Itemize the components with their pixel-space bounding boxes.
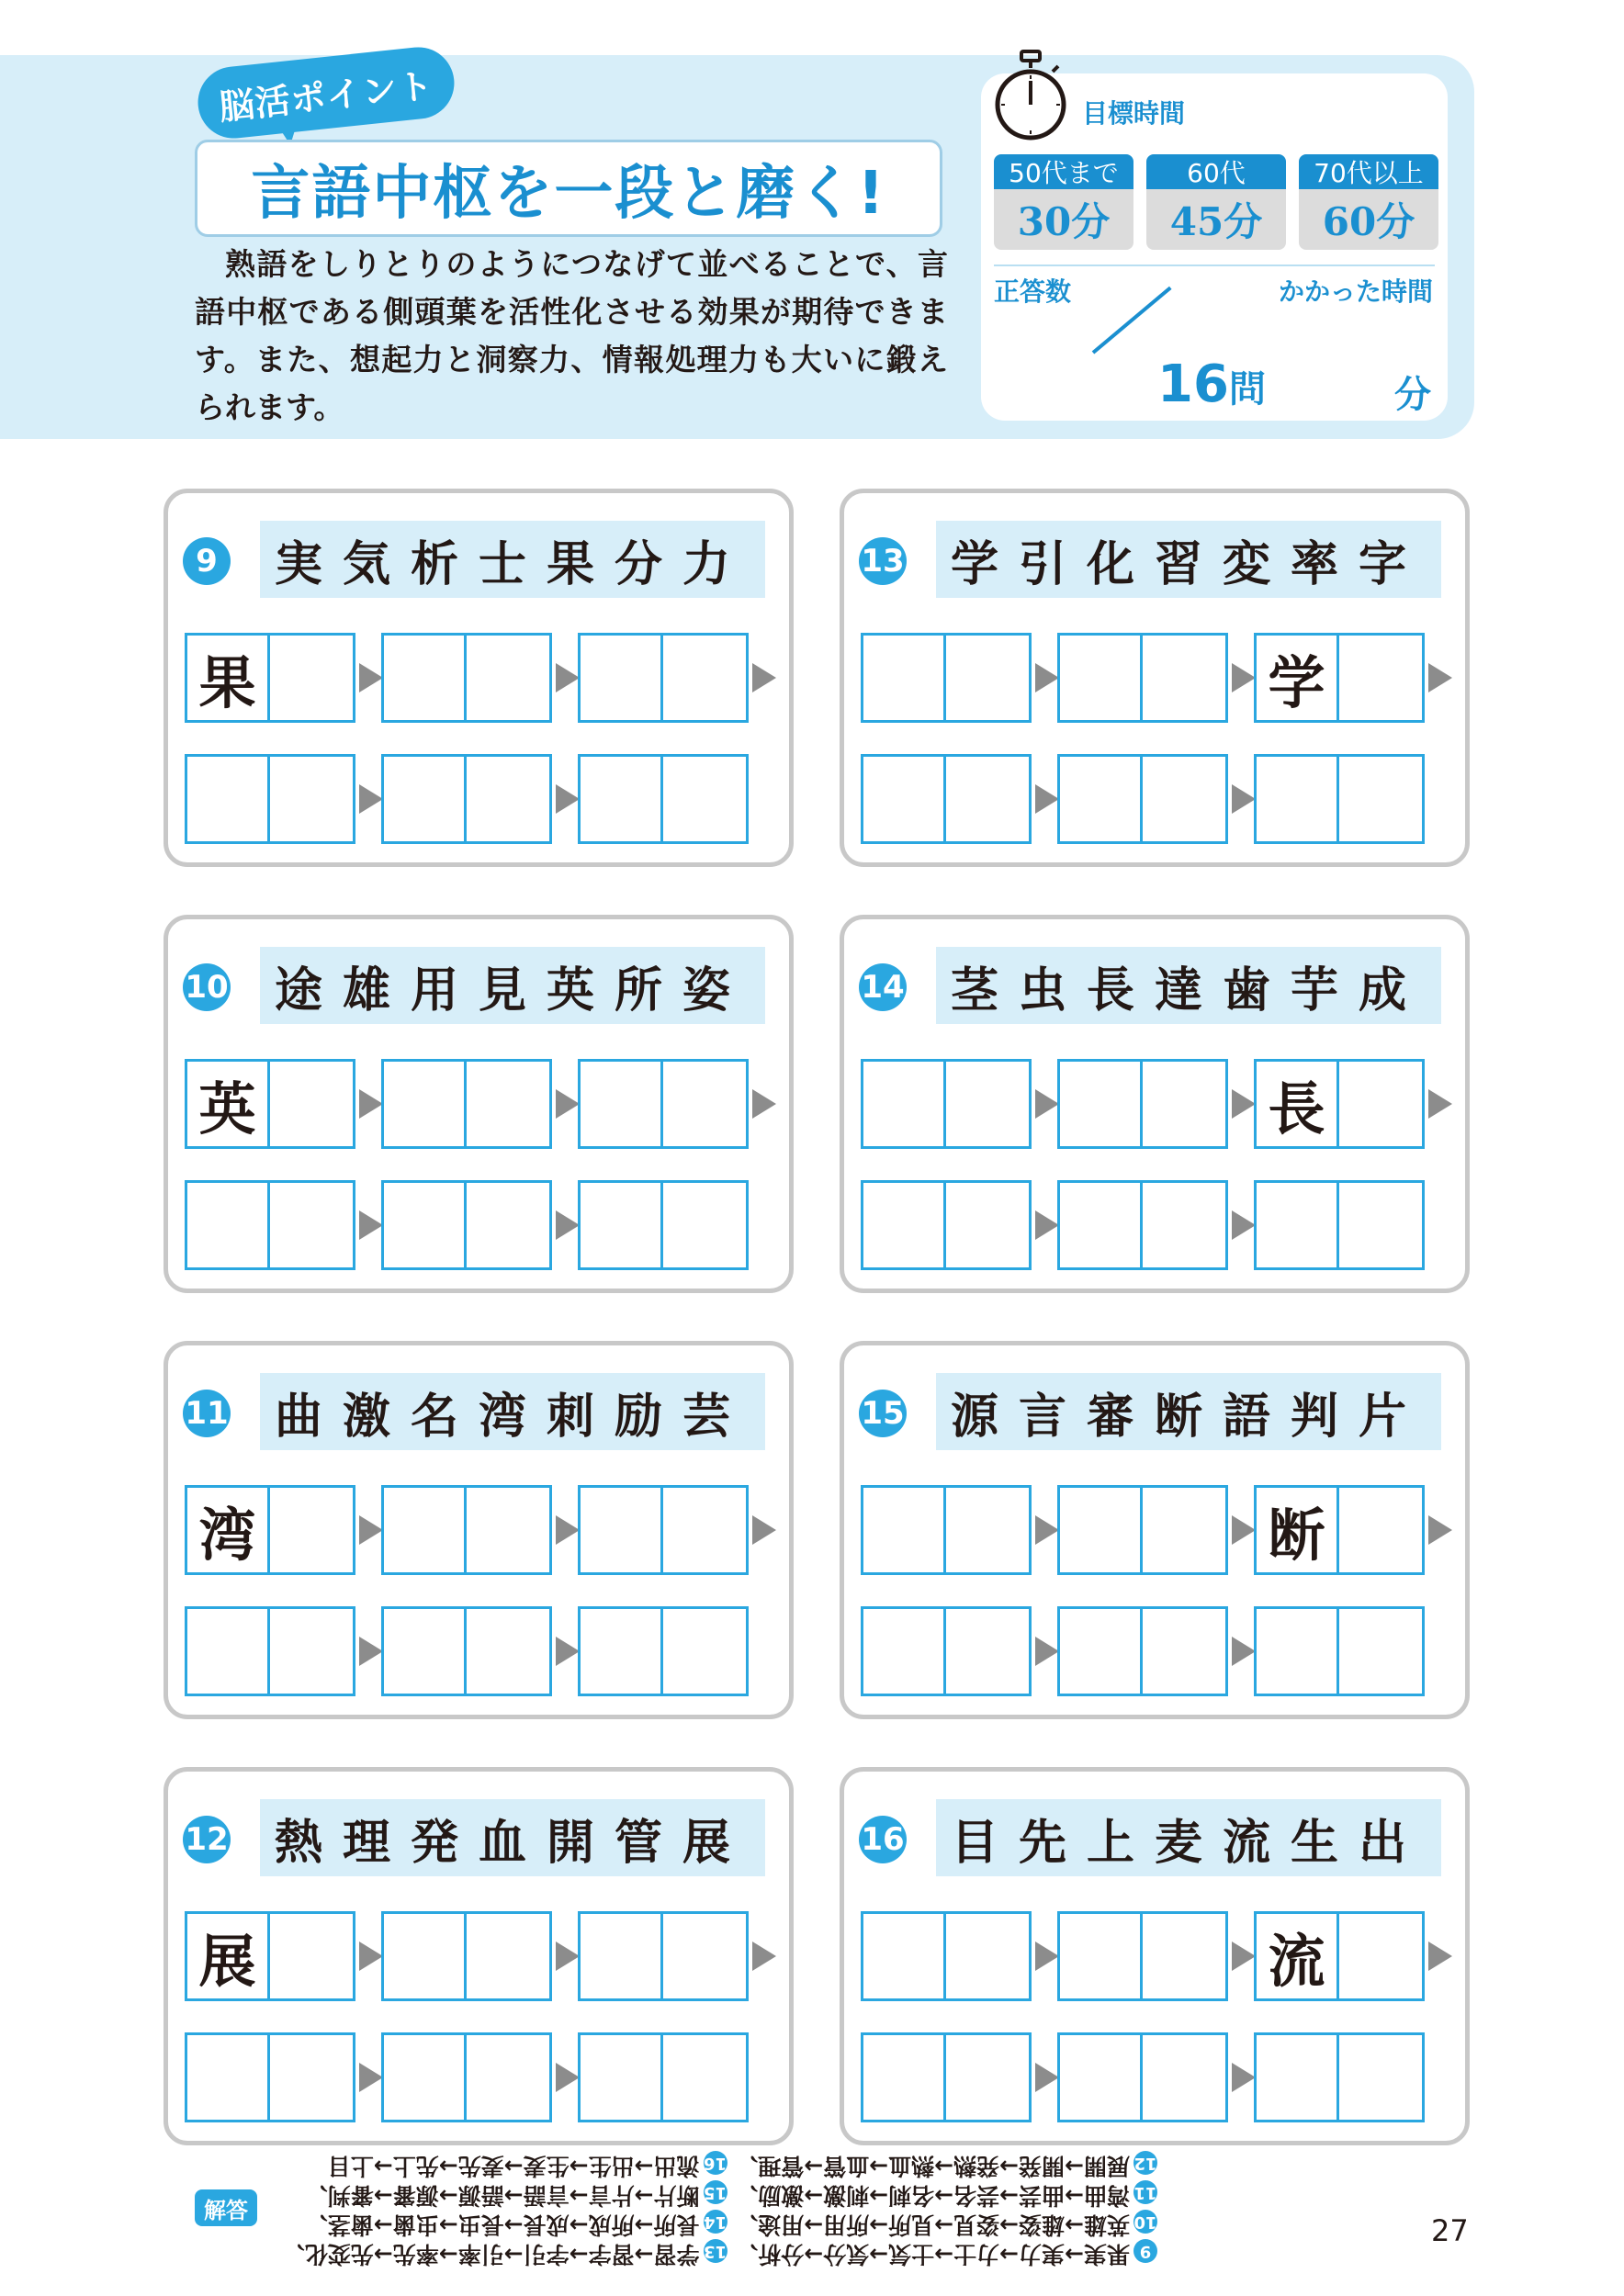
arrow-right-icon: [1035, 1515, 1059, 1545]
puzzle-characters: 源言審断語判片: [936, 1373, 1441, 1450]
answer-cell[interactable]: [861, 1606, 946, 1696]
arrow-right-icon: [1232, 2063, 1256, 2092]
puzzle-number: 10: [183, 963, 231, 1011]
answer-cell[interactable]: [185, 2032, 270, 2122]
answer-pair: [1057, 633, 1228, 723]
answer-pair: [185, 1911, 355, 2001]
answer-pair: [185, 754, 355, 844]
answer-pair: [185, 633, 355, 723]
answer-cell[interactable]: [185, 754, 270, 844]
answer-cell[interactable]: [381, 1180, 467, 1270]
answer-pair: [185, 2032, 355, 2122]
answer-cell[interactable]: [861, 1485, 946, 1575]
answer-number: 15: [704, 2180, 727, 2204]
answer-pair: [185, 1606, 355, 1696]
answer-cell[interactable]: [467, 633, 552, 723]
answer-cell[interactable]: [578, 1911, 663, 2001]
puzzle-15: [840, 1341, 1470, 1719]
answer-number: 16: [704, 2151, 727, 2175]
answer-cell[interactable]: [1057, 1180, 1143, 1270]
puzzle-number: 14: [859, 963, 907, 1011]
answer-cell[interactable]: [1143, 633, 1228, 723]
answer-cell[interactable]: [663, 1485, 749, 1575]
answer-text: 断片→片言→言語→語源→源審→審判、: [304, 2182, 700, 2209]
arrow-right-icon: [1035, 784, 1059, 814]
arrow-right-icon: [1035, 1941, 1059, 1971]
answer-cell[interactable]: [270, 1180, 355, 1270]
answer-cell[interactable]: [861, 1059, 946, 1149]
answer-pair: [578, 1485, 749, 1575]
answer-cell[interactable]: [185, 1606, 270, 1696]
total-unit: 問: [1228, 368, 1266, 411]
answer-pair: [1057, 1606, 1228, 1696]
answer-cell[interactable]: 湾: [185, 1485, 270, 1575]
answer-cell[interactable]: [381, 1059, 467, 1149]
puzzle-number: 12: [183, 1816, 231, 1863]
answer-cell[interactable]: [663, 1059, 749, 1149]
answer-cell[interactable]: [946, 1911, 1032, 2001]
answer-cell[interactable]: [1057, 2032, 1143, 2122]
answer-cell[interactable]: [1254, 1180, 1339, 1270]
answer-pair: [861, 1911, 1032, 2001]
answer-text: 英雄→雄姿→姿見→見所→所用→用途、: [735, 2212, 1130, 2238]
answer-cell[interactable]: [1143, 754, 1228, 844]
answer-cell[interactable]: [1143, 1180, 1228, 1270]
arrow-right-icon: [556, 1515, 580, 1545]
answer-cell[interactable]: [1143, 1485, 1228, 1575]
answer-pair: [578, 1606, 749, 1696]
puzzle-characters: 実気析士果分力: [260, 521, 765, 598]
answer-cell[interactable]: [467, 1180, 552, 1270]
time-card-60s: [1146, 154, 1286, 250]
answer-cell[interactable]: [946, 1606, 1032, 1696]
answer-cell[interactable]: [381, 754, 467, 844]
arrow-right-icon: [359, 1637, 383, 1666]
answer-number: 12: [1133, 2151, 1157, 2175]
age-label: 50代まで: [994, 154, 1133, 189]
answer-cell[interactable]: [663, 1180, 749, 1270]
answer-cell[interactable]: [467, 1911, 552, 2001]
stopwatch-icon: [994, 48, 1067, 149]
answer-cell[interactable]: [1339, 1180, 1425, 1270]
age-label: 70代以上: [1299, 154, 1438, 189]
arrow-right-icon: [752, 1089, 776, 1119]
answer-text: 長所→所成→成長→長虫→虫歯→歯茎、: [304, 2212, 700, 2238]
answer-cell[interactable]: [1057, 1606, 1143, 1696]
arrow-right-icon: [1232, 1089, 1256, 1119]
puzzle-number: 13: [859, 537, 907, 585]
arrow-right-icon: [1035, 663, 1059, 692]
answer-cell[interactable]: [381, 2032, 467, 2122]
answer-pair: [185, 1059, 355, 1149]
answer-text: 学習→習字→字引→引率→率先→先変化、: [281, 2241, 700, 2268]
arrow-right-icon: [1035, 1637, 1059, 1666]
arrow-right-icon: [1428, 663, 1452, 692]
answer-pair: [1057, 1180, 1228, 1270]
headline: 言語中枢を一段と磨く!: [195, 140, 942, 237]
answer-pair: [861, 633, 1032, 723]
arrow-right-icon: [1428, 1941, 1452, 1971]
answer-cell[interactable]: [1057, 633, 1143, 723]
answer-pair: [861, 754, 1032, 844]
answer-pair: [861, 1059, 1032, 1149]
answer-pair: [1254, 2032, 1425, 2122]
answer-cell[interactable]: [1057, 754, 1143, 844]
arrow-right-icon: [359, 663, 383, 692]
answer-pair: [381, 1606, 552, 1696]
puzzle-16: [840, 1767, 1470, 2145]
page-number: 27: [1431, 2213, 1469, 2248]
arrow-right-icon: [1035, 1089, 1059, 1119]
answer-cell[interactable]: [467, 1606, 552, 1696]
answer-cell[interactable]: [663, 633, 749, 723]
answer-pair: [381, 2032, 552, 2122]
answer-pair: [381, 1180, 552, 1270]
puzzle-9: [164, 489, 794, 867]
answer-cell[interactable]: [270, 1059, 355, 1149]
answer-badge: 解答: [195, 2189, 257, 2226]
answer-number: 11: [1133, 2180, 1157, 2204]
answer-cell[interactable]: 流: [1254, 1911, 1339, 2001]
minutes-unit: 分: [1394, 374, 1431, 416]
answer-pair: [578, 2032, 749, 2122]
arrow-right-icon: [1035, 1210, 1059, 1240]
answer-pair: [381, 633, 552, 723]
answer-cell[interactable]: [861, 2032, 946, 2122]
arrow-right-icon: [556, 2063, 580, 2092]
panel-divider: [994, 264, 1435, 266]
answer-cell[interactable]: [1057, 1911, 1143, 2001]
target-time-label: 目標時間: [1082, 98, 1186, 129]
arrow-right-icon: [359, 1515, 383, 1545]
answer-pair: [578, 1911, 749, 2001]
answer-pair: [578, 633, 749, 723]
puzzle-10: [164, 915, 794, 1293]
answer-cell[interactable]: [1339, 1606, 1425, 1696]
answer-cell[interactable]: [270, 2032, 355, 2122]
puzzle-characters: 茎虫長達歯芋成: [936, 947, 1441, 1024]
arrow-right-icon: [359, 2063, 383, 2092]
answer-cell[interactable]: [381, 1485, 467, 1575]
arrow-right-icon: [359, 784, 383, 814]
arrow-right-icon: [556, 1941, 580, 1971]
answer-cell[interactable]: [467, 2032, 552, 2122]
answer-cell[interactable]: [663, 2032, 749, 2122]
total-questions: [1157, 355, 1266, 414]
arrow-right-icon: [556, 1089, 580, 1119]
target-minutes: 30分: [994, 189, 1133, 250]
puzzle-number: 16: [859, 1816, 907, 1863]
answer-cell[interactable]: [663, 1911, 749, 2001]
answer-row: [276, 2239, 1157, 2268]
answer-cell[interactable]: [861, 633, 946, 723]
answer-cell[interactable]: [1339, 754, 1425, 844]
answer-text: 展開→開発→発熱→熱血→血管→管理、: [735, 2153, 1130, 2179]
answer-pair: [1254, 1180, 1425, 1270]
arrow-right-icon: [1232, 663, 1256, 692]
description: 熟語をしりとりのようにつなげて並べることで、言語中枢である側頭葉を活性化させる効果が期待できます。また、想起力と洞察力、情報処理力も大いに鍛えられます。: [195, 246, 948, 425]
answer-cell[interactable]: [946, 2032, 1032, 2122]
answer-cell[interactable]: [1143, 2032, 1228, 2122]
answer-pair: [1254, 1485, 1425, 1575]
answer-cell[interactable]: [946, 1180, 1032, 1270]
answer-pair: [1057, 754, 1228, 844]
answer-cell[interactable]: [467, 1485, 552, 1575]
correct-count-label: 正答数: [994, 276, 1072, 307]
answer-cell[interactable]: [1143, 1606, 1228, 1696]
point-tag: 脳活ポイント: [195, 44, 458, 142]
answer-cell[interactable]: [467, 754, 552, 844]
arrow-right-icon: [1232, 1637, 1256, 1666]
arrow-right-icon: [752, 1515, 776, 1545]
answer-cell[interactable]: [467, 1059, 552, 1149]
arrow-right-icon: [556, 784, 580, 814]
answer-pair: [861, 1606, 1032, 1696]
answer-cell[interactable]: [578, 1606, 663, 1696]
answer-text: 果実→実力→力士→士気→気分→分析、: [735, 2241, 1130, 2268]
answer-pair: [578, 1180, 749, 1270]
answer-cell[interactable]: [1254, 2032, 1339, 2122]
answer-cell[interactable]: [270, 1911, 355, 2001]
age-label: 60代: [1146, 154, 1286, 189]
answer-cell[interactable]: [663, 1606, 749, 1696]
answer-pair: [1057, 1059, 1228, 1149]
elapsed-time-label: かかった時間: [1279, 276, 1434, 307]
answer-cell[interactable]: 果: [185, 633, 270, 723]
answer-pair: [185, 1485, 355, 1575]
answer-cell[interactable]: [578, 1059, 663, 1149]
answer-cell[interactable]: [1254, 754, 1339, 844]
arrow-right-icon: [1035, 2063, 1059, 2092]
answer-cell[interactable]: [1339, 1485, 1425, 1575]
answer-pair: [1057, 2032, 1228, 2122]
puzzle-characters: 熱理発血開管展: [260, 1799, 765, 1876]
answer-cell[interactable]: [578, 1485, 663, 1575]
answer-cell[interactable]: [1143, 1059, 1228, 1149]
answer-cell[interactable]: [270, 1485, 355, 1575]
answer-cell[interactable]: [1143, 1911, 1228, 2001]
time-card-50s: [994, 154, 1133, 250]
answer-cell[interactable]: 展: [185, 1911, 270, 2001]
answer-cell[interactable]: 英: [185, 1059, 270, 1149]
answer-pair: [861, 1180, 1032, 1270]
answer-cell[interactable]: [1254, 1606, 1339, 1696]
answer-text: 湾曲→曲芸→芸名→名刺→刺激→激励、: [735, 2182, 1130, 2209]
time-card-70s: [1299, 154, 1438, 250]
answer-number: 9: [1133, 2239, 1157, 2263]
answer-cell[interactable]: [1339, 633, 1425, 723]
arrow-right-icon: [1232, 784, 1256, 814]
arrow-right-icon: [556, 663, 580, 692]
answer-cell[interactable]: [946, 633, 1032, 723]
answer-cell[interactable]: [578, 633, 663, 723]
answer-cell[interactable]: [861, 754, 946, 844]
arrow-right-icon: [359, 1941, 383, 1971]
answer-pair: [1254, 1606, 1425, 1696]
answer-cell[interactable]: [946, 754, 1032, 844]
arrow-right-icon: [752, 663, 776, 692]
answer-pair: [1057, 1485, 1228, 1575]
answer-cell[interactable]: [185, 1180, 270, 1270]
arrow-right-icon: [1232, 1515, 1256, 1545]
arrow-right-icon: [556, 1210, 580, 1240]
answer-pair: [381, 1911, 552, 2001]
target-minutes: 60分: [1299, 189, 1438, 250]
answer-cell[interactable]: [381, 1606, 467, 1696]
answer-cell[interactable]: 断: [1254, 1485, 1339, 1575]
answer-cell[interactable]: [861, 1911, 946, 2001]
answer-pair: [381, 1485, 552, 1575]
answer-cell[interactable]: [381, 633, 467, 723]
answer-cell[interactable]: [270, 754, 355, 844]
answer-cell[interactable]: [1057, 1485, 1143, 1575]
puzzle-characters: 曲激名湾刺励芸: [260, 1373, 765, 1450]
answer-pair: [578, 754, 749, 844]
arrow-right-icon: [1232, 1941, 1256, 1971]
answer-cell[interactable]: [663, 754, 749, 844]
answer-cell[interactable]: [578, 754, 663, 844]
answer-cell[interactable]: [381, 1911, 467, 2001]
answer-pair: [578, 1059, 749, 1149]
total-count: 16: [1157, 355, 1229, 414]
answer-cell[interactable]: [861, 1180, 946, 1270]
answer-row: [276, 2151, 1157, 2180]
answer-cell[interactable]: [270, 633, 355, 723]
puzzle-13: [840, 489, 1470, 867]
puzzle-11: [164, 1341, 794, 1719]
answer-cell[interactable]: 学: [1254, 633, 1339, 723]
arrow-right-icon: [752, 1941, 776, 1971]
puzzle-characters: 学引化習変率字: [936, 521, 1441, 598]
answer-cell[interactable]: [1339, 2032, 1425, 2122]
arrow-right-icon: [359, 1210, 383, 1240]
answer-pair: [381, 754, 552, 844]
arrow-right-icon: [1428, 1089, 1452, 1119]
answer-text: 流出→出生→生麦→麦先→先上→上目: [327, 2153, 700, 2179]
answer-key: [276, 2151, 1157, 2268]
answer-cell[interactable]: [1057, 1059, 1143, 1149]
arrow-right-icon: [359, 1089, 383, 1119]
answer-cell[interactable]: [578, 2032, 663, 2122]
answer-number: 10: [1133, 2210, 1157, 2234]
answer-cell[interactable]: [1339, 1911, 1425, 2001]
answer-pair: [185, 1180, 355, 1270]
answer-pair: [1254, 754, 1425, 844]
answer-pair: [861, 2032, 1032, 2122]
answer-row: [276, 2180, 1157, 2210]
puzzle-number: 11: [183, 1390, 231, 1437]
puzzle-14: [840, 915, 1470, 1293]
answer-pair: [861, 1485, 1032, 1575]
puzzle-number: 9: [183, 537, 231, 585]
answer-pair: [1254, 1059, 1425, 1149]
arrow-right-icon: [1232, 1210, 1256, 1240]
answer-cell[interactable]: [1339, 1059, 1425, 1149]
answer-cell[interactable]: 長: [1254, 1059, 1339, 1149]
puzzle-number: 15: [859, 1390, 907, 1437]
answer-cell[interactable]: [270, 1606, 355, 1696]
puzzle-characters: 途雄用見英所姿: [260, 947, 765, 1024]
answer-pair: [1254, 1911, 1425, 2001]
answer-pair: [1057, 1911, 1228, 2001]
puzzle-12: [164, 1767, 794, 2145]
answer-number: 14: [704, 2210, 727, 2234]
answer-cell[interactable]: [946, 1485, 1032, 1575]
answer-row: [276, 2210, 1157, 2239]
answer-cell[interactable]: [946, 1059, 1032, 1149]
target-minutes: 45分: [1146, 189, 1286, 250]
answer-pair: [381, 1059, 552, 1149]
answer-cell[interactable]: [578, 1180, 663, 1270]
arrow-right-icon: [1428, 1515, 1452, 1545]
arrow-right-icon: [556, 1637, 580, 1666]
answer-number: 13: [704, 2239, 727, 2263]
answer-pair: [1254, 633, 1425, 723]
puzzle-characters: 目先上麦流生出: [936, 1799, 1441, 1876]
